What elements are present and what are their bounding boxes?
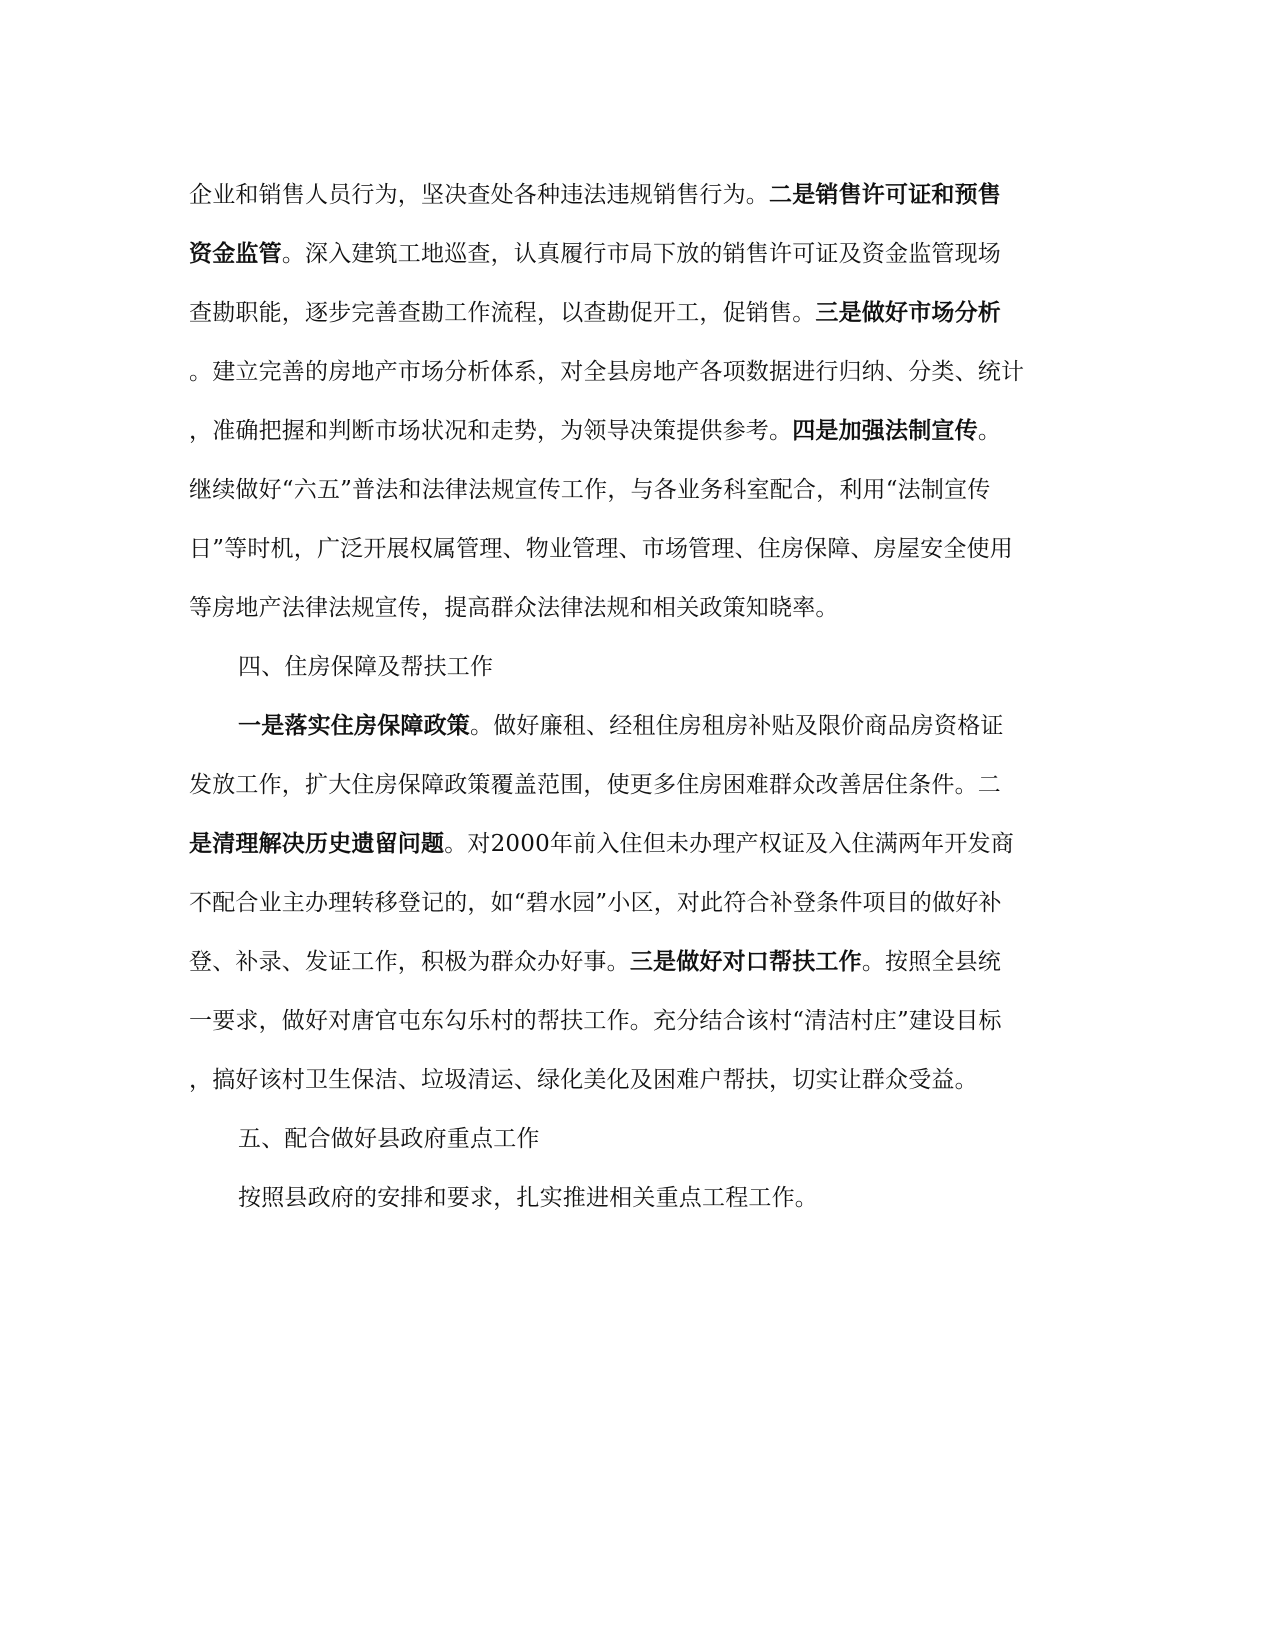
document-body xyxy=(189,166,1089,1228)
body-text: 发放工作，扩大住房保障政策覆盖范围，使更多住房困难群众改善居住条件。二 xyxy=(189,772,1001,798)
document-line xyxy=(189,638,1089,697)
body-text: ，搞好该村卫生保洁、垃圾清运、绿化美化及困难户帮扶，切实让群众受益。 xyxy=(189,1067,978,1093)
bold-heading-text: 一是落实住房保障政策 xyxy=(238,713,470,739)
document-line xyxy=(189,284,1089,343)
bold-heading-text: 资金监管 xyxy=(189,241,282,267)
body-text: 一要求，做好对唐官屯东勾乐村的帮扶工作。充分结合该村“清洁村庄”建设目标 xyxy=(189,1008,1002,1034)
body-text: 等房地产法律法规宣传，提高群众法律法规和相关政策知晓率。 xyxy=(189,595,839,621)
bold-heading-text: 三是做好对口帮扶工作 xyxy=(629,949,862,975)
document-line xyxy=(189,579,1089,638)
bold-heading-text: 是清理解决历史遗留问题 xyxy=(189,831,445,857)
bold-heading-text: 二是销售许可证和预售 xyxy=(769,182,1001,208)
document-line xyxy=(189,697,1089,756)
bold-heading-text: 三是做好市场分析 xyxy=(815,300,1002,326)
body-text: 。对2000年前入住但未办理产权证及入住满两年开发商 xyxy=(444,831,1014,857)
body-text: 。深入建筑工地巡查，认真履行市局下放的销售许可证及资金监管现场 xyxy=(281,241,1002,267)
body-text: 继续做好“六五”普法和法律法规宣传工作，与各业务科室配合，利用“法制宣传 xyxy=(189,477,991,503)
document-line xyxy=(189,933,1089,992)
body-text: 日”等时机，广泛开展权属管理、物业管理、市场管理、住房保障、房屋安全使用 xyxy=(189,536,1013,562)
body-text: 。做好廉租、经租住房租房补贴及限价商品房资格证 xyxy=(470,713,1004,739)
document-line xyxy=(189,520,1089,579)
document-line xyxy=(189,815,1089,874)
body-text: 四、住房保障及帮扶工作 xyxy=(238,654,494,680)
document-line xyxy=(189,992,1089,1051)
body-text: 。按照全县统 xyxy=(861,949,1002,975)
bold-heading-text: 四是加强法制宣传 xyxy=(792,418,978,444)
body-text: ，准确把握和判断市场状况和走势，为领导决策提供参考。 xyxy=(189,418,793,444)
body-text: 查勘职能，逐步完善查勘工作流程，以查勘促开工，促销售。 xyxy=(189,300,816,326)
body-text: 五、配合做好县政府重点工作 xyxy=(238,1126,540,1152)
document-line xyxy=(189,166,1089,225)
document-line xyxy=(189,1169,1089,1228)
body-text: 。建立完善的房地产市场分析体系，对全县房地产各项数据进行归纳、分类、统计 xyxy=(189,359,1025,385)
body-text: 不配合业主办理转移登记的，如“碧水园”小区，对此符合补登条件项目的做好补 xyxy=(189,890,1002,916)
body-text: 登、补录、发证工作，积极为群众办好事。 xyxy=(189,949,630,975)
document-line xyxy=(189,461,1089,520)
document-line xyxy=(189,225,1089,284)
document-line xyxy=(189,756,1089,815)
document-line xyxy=(189,874,1089,933)
body-text: 企业和销售人员行为，坚决查处各种违法违规销售行为。 xyxy=(189,182,769,208)
document-line xyxy=(189,343,1089,402)
body-text: 。 xyxy=(977,418,1002,444)
document-line xyxy=(189,1051,1089,1110)
body-text: 按照县政府的安排和要求，扎实推进相关重点工程工作。 xyxy=(238,1185,818,1211)
document-line xyxy=(189,1110,1089,1169)
document-line xyxy=(189,402,1089,461)
